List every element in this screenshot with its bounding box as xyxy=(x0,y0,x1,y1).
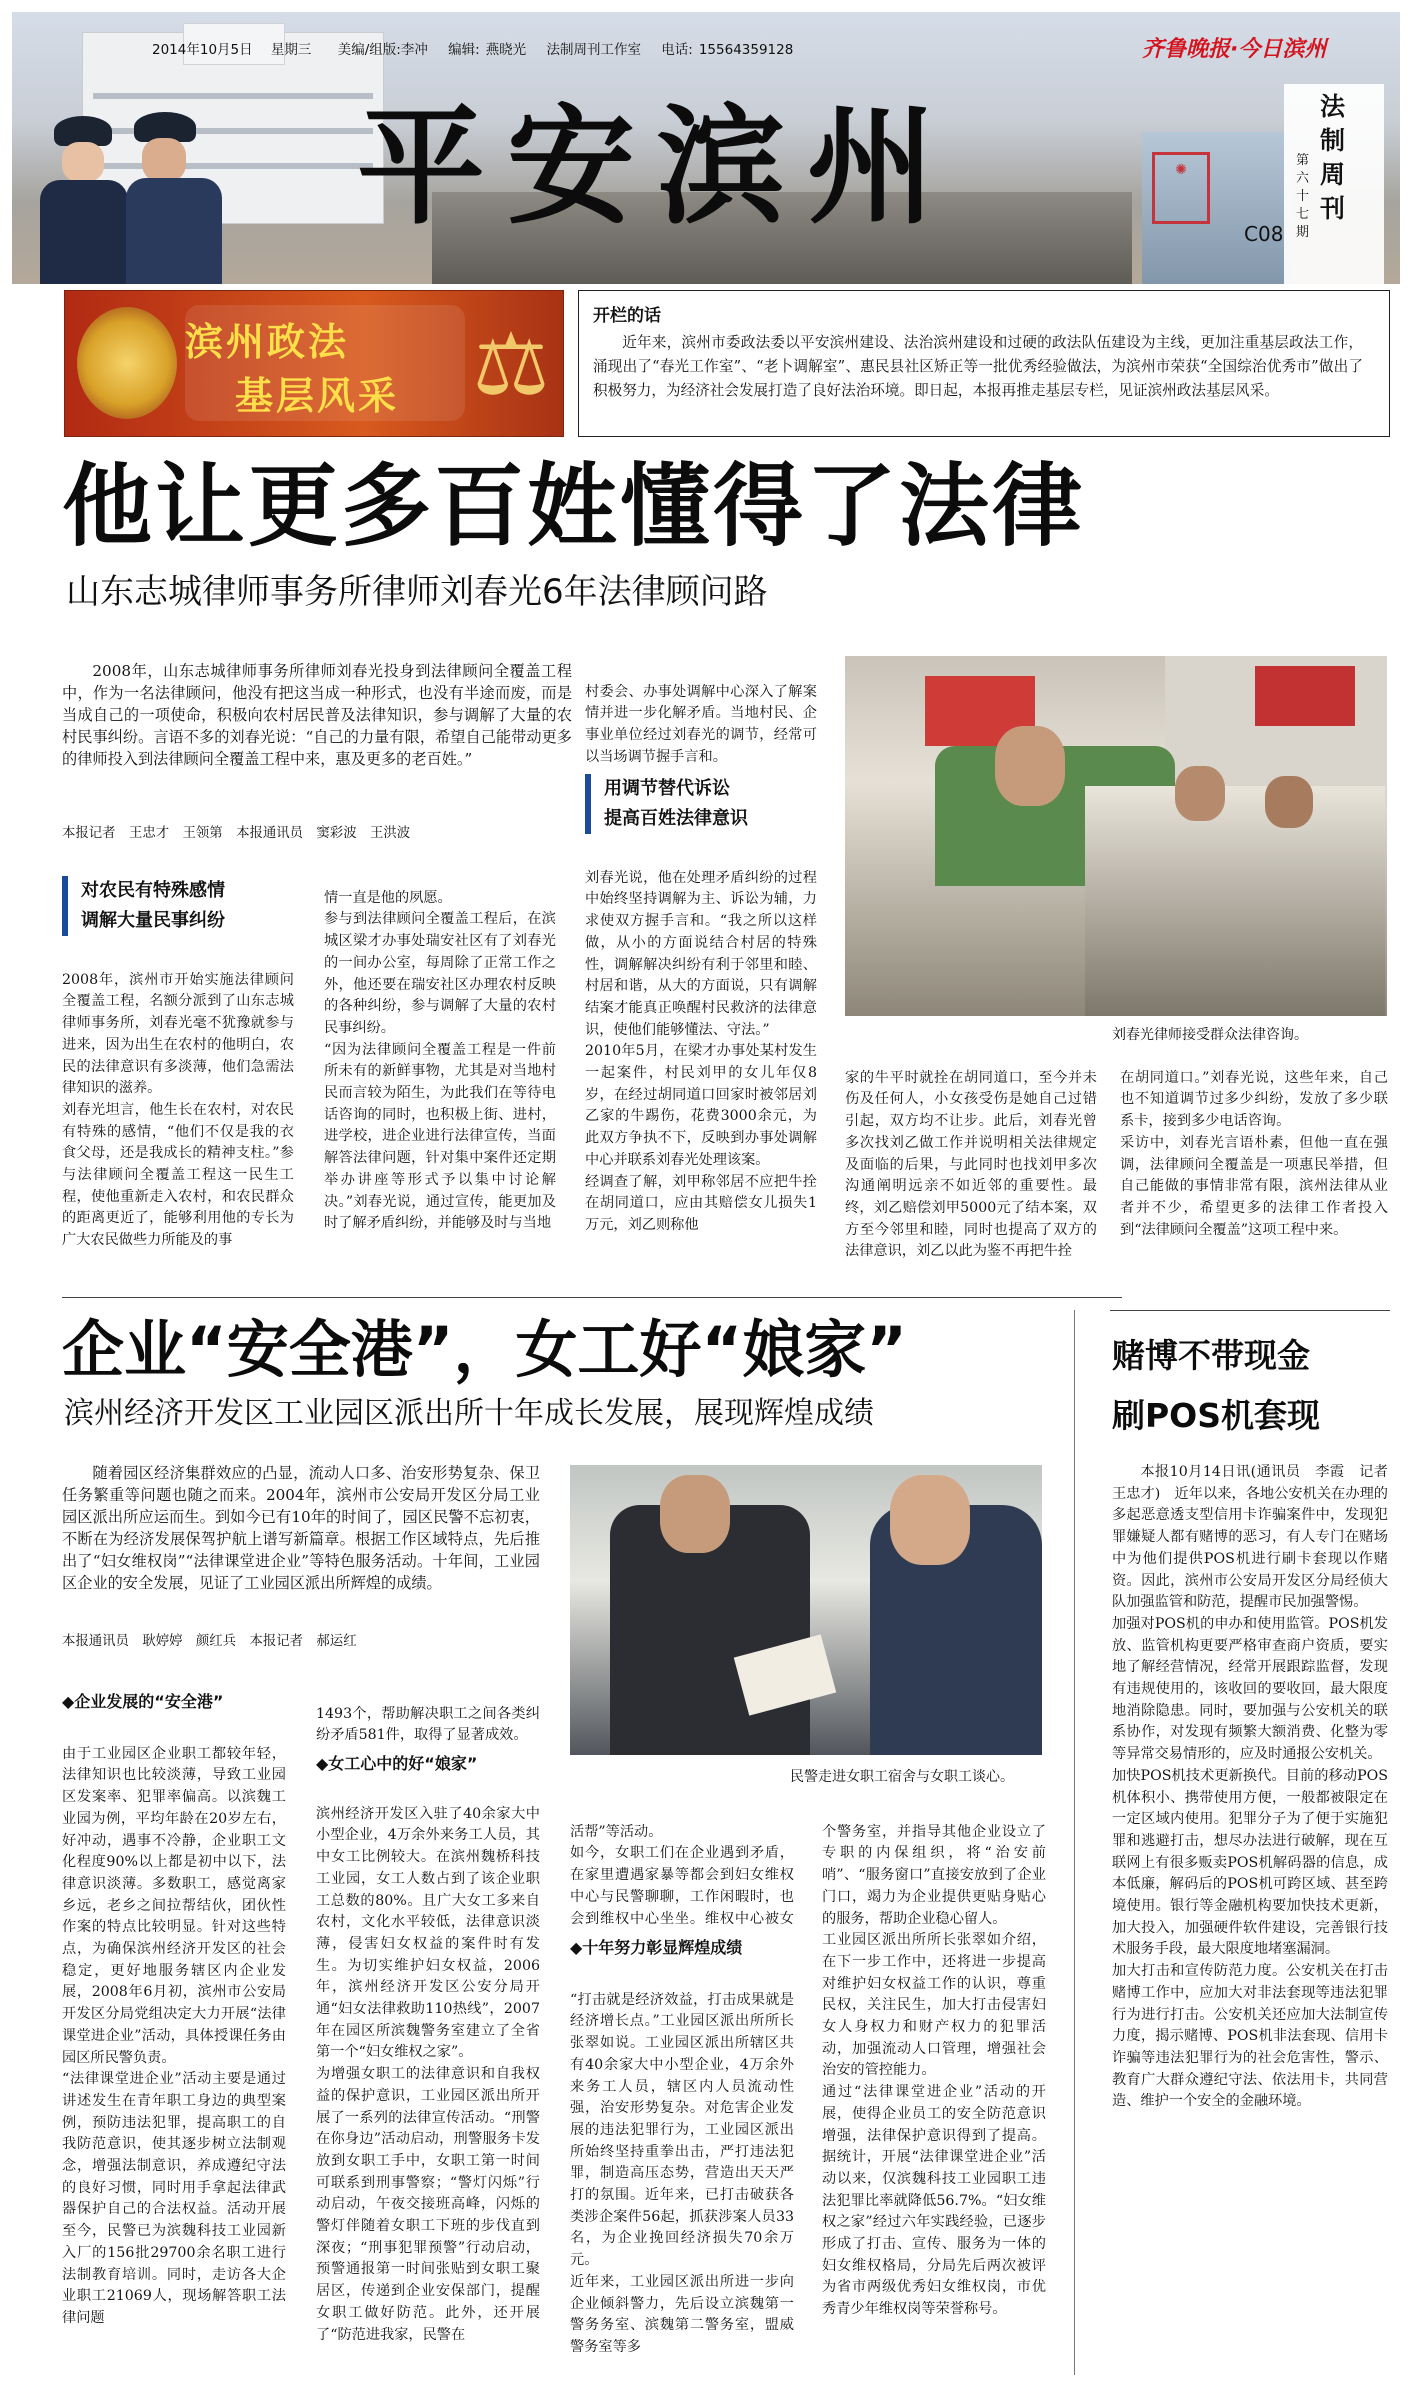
intro-title: 开栏的话 xyxy=(593,306,661,326)
issue-weekday: 星期三 xyxy=(270,42,312,58)
article1-col4-text: 家的牛平时就拴在胡同道口，至今并未伤及任何人，小女孩受伤是她自己过错引起，双方均不让步。此后，刘春光曾多次找刘乙做工作并说明相关法律规定及面临的后果，与此同时也找刘甲多次沟通阐明远亲不如近邻的重要性。最终，刘乙赔偿刘甲5000元了结本案，双方至今邻里和睦，同时也提高了双方的法律意识，刘乙以此为鉴不再把牛拴 xyxy=(845,1069,1097,1260)
article2-col2a xyxy=(316,1682,540,1748)
article1-headline: 他让更多百姓懂得了法律 xyxy=(62,454,1085,559)
article2-col3a-text: 活帮”等活动。 如今，女职工们在企业遇到矛盾，在家里遭遇家暴等都会到妇女维权中心与民警聊聊，工作闲暇时，也会到维权中心坐坐。维权中心被女 xyxy=(570,1823,794,1927)
article1-col2-text: 情一直是他的夙愿。 参与到法律顾问全覆盖工程后，在滨城区梁才办事处瑞安社区有了刘春光的一间办公室，每周除了正常工作之外，他还要在瑞安社区办理农村反映的各种纠纷，参与调解了大量的农村民事纠纷。 “因为法律顾问全覆盖工程是一件前所未有的新鲜事物，尤其是对当地村民而言较为陌生，为此我们在等待电话咨询的同时，也积极上街、进村，进学校，进企业进行法律宣传，当面解答法律问题，针对集中案件还定期举办讲座等形式予以集中讨论解决。”刘春光说，通过宣传，能更加及时了解矛盾纠纷，并能够及时与当地 xyxy=(324,889,556,1232)
article2-col2b-text: 滨州经济开发区入驻了40余家大中小型企业，4万余外来务工人员，其中女工比例较大。在滨州魏桥科技工业园，女工人数占到了该企业职工总数的80%。且广大女工多来自农村，文化水平较低，法律意识淡薄，侵害妇女权益的案件时有发生。为切实维护妇女权益，2006年，滨州经济开发区公安分局开通“妇女法律救助110热线”，2007年在园区所滨魏警务室建立了全省第一个“妇女维权之家”。 为增强女职工的法律意识和自我权益的保护意识，工业园区派出所开展了一系列的法律宣传活动。“刑警在你身边”活动启动，刑警服务卡发放到女职工手中，女职工第一时间可联系到刑事警察；“警灯闪烁”行动启动，午夜交接班高峰，闪烁的警灯伴随着女职工下班的步伐直到深夜；“刑事犯罪预警”行动启动，预警通报第一时间张贴到女职工聚居区，传递到企业安保部门，提醒女职工做好防范。此外，还开展了“防范进我家，民警在 xyxy=(316,1805,540,2343)
studio-name: 法制周刊工作室 xyxy=(546,42,641,58)
article2-col3a xyxy=(570,1800,794,1930)
police-women-workers-photo xyxy=(570,1465,1042,1755)
editor-name: 燕晓光 xyxy=(485,42,527,58)
phone-label: 电话: xyxy=(661,42,693,58)
lawyer-consultation-photo xyxy=(845,656,1387,1016)
article1-subheadline: 山东志城律师事务所律师刘春光6年法律顾问路 xyxy=(66,572,768,612)
article1-subhead-1-line1: 对农民有特殊感情 xyxy=(81,880,225,901)
article3-headline-line1: 赌博不带现金 xyxy=(1112,1336,1310,1375)
issue-date: 2014年10月5日 xyxy=(152,42,253,58)
article1-subhead-2-line1: 用调节替代诉讼 xyxy=(604,778,730,799)
section-title: 法制周刊 xyxy=(1320,92,1346,223)
page-number: C08 xyxy=(1244,222,1284,246)
article2-col2b xyxy=(316,1782,540,2374)
article1-col3b-text: 刘春光说，他在处理矛盾纠纷的过程中始终坚持调解为主、诉讼为辅，力求使双方握手言和。“我之所以这样做，从小的方面说结合村居的特殊性，调解解决纠纷有利于邻里和睦、村居和谐，从大的方面说，只有调解结案才能真正唤醒村民救济的法律意识，使他们能够懂法、守法。” 2010年5月，在梁才办事处某村发生一起案件，村民刘甲的女儿年仅8岁，在经过胡同道口回家时被邻居刘乙家的牛踢伤，花费3000余元，为此双方争执不下，反映到办事处调解中心并联系刘春光处理该案。 经调查了解，刘甲称邻居不应把牛拴在胡同道口，应由其赔偿女儿损失1万元，刘乙则称他 xyxy=(585,869,817,1233)
article3-body: 本报10月14日讯(通讯员 李霞 记者 王忠才) 近年以来，各地公安机关在办理的多起恶意透支型信用卡诈骗案件中，发现犯罪嫌疑人都有赌博的恶习，有人专门在赌场中为他们提供POS机进行刷卡套现以作赌资。因此，滨州市公安局开发区分局经侦大队加强监管和防范，提醒市民加强警惕。 加强对POS机的申办和使用监管。POS机发放、监管机构更要严格审查商户资质，要实地了解经营情况，经常开展跟踪监督，发现有违规使用的，该收回的要收回，最大限度地消除隐患。同时，要加强与公安机关的联系协作，对发现有频繁大额消费、化整为零等异常交易情形的，应及时通报公安机关。 加快POS机技术更新换代。目前的移动POS机体积小、携带使用方便，一般都被限定在一定区域内使用。犯罪分子为了便于实施犯罪和逃避打击，想尽办法进行破解，现在互联网上有很多贩卖POS机解码器的信息，成本低廉，解码后的POS机可跨区域、甚至跨境使用。银行等金融机构要加快技术更新，加大投入，加强硬件软件建设，完善银行技术服务手段，最大限度地堵塞漏洞。 加大打击和宣传防范力度。公安机关在打击赌博工作中，应加大对非法套现等违法犯罪行为进行打击。公安机关还应加大法制宣传力度，揭示赌博、POS机非法套现、信用卡诈骗等违法犯罪行为的社会危害性，警示、教育广大群众遵纪守法、依法用卡，共同营造、维护一个安全的金融环境。 xyxy=(1112,1464,1388,2110)
intro-box xyxy=(578,290,1390,437)
article1-col5-text: 在胡同道口。”刘春光说，这些年来，自己也不知道调节过多少纠纷，发放了多少联系卡，接到多少电话咨询。 采访中，刘春光言语朴素，但他一直在强调，法律顾问全覆盖是一项惠民举措，但自己能做的事情非常有限，滨州法律从业者并不少，希望更多的法律工作者投入到“法律顾问全覆盖”这项工程中来。 xyxy=(1120,1069,1388,1238)
article2-col3b-text: “打击就是经济效益，打击成果就是经济增长点。”工业园区派出所所长张翠如说。工业园区派出所辖区共有40余家大中小型企业，4万余外来务工人员，辖区内人员流动性强，治安形势复杂。对危害企业发展的违法犯罪行为，工业园区派出所始终坚持重拳出击，严打违法犯罪，制造高压态势，营造出天天严打的氛围。近年来，已打击破获各类涉企案件56起，抓获涉案人员33名，为企业挽回经济损失70余万元。 近年来，工业园区派出所进一步向企业倾斜警力，先后设立滨魏第一警务务室、滨魏第二警务室，盟威警务室等多 xyxy=(570,1991,794,2355)
editor-label: 编辑: xyxy=(448,42,480,58)
article2-col1 xyxy=(62,1722,286,2374)
photo2-caption: 民警走进女职工宿舍与女职工谈心。 xyxy=(790,1769,1014,1785)
article1-subhead-1-line2: 调解大量民事纠纷 xyxy=(81,910,225,931)
article1-byline: 本报记者 王忠才 王领第 本报通讯员 窦彩波 王洪波 xyxy=(62,826,411,841)
article2-col4 xyxy=(822,1800,1046,2374)
article1-col3a xyxy=(585,660,817,770)
issue-number: 第六十七期 xyxy=(1296,153,1310,240)
article2-headline: 企业“安全港”，女工好“娘家” xyxy=(62,1313,907,1386)
article2-lead: 随着园区经济集群效应的凸显，流动人口多、治安形势复杂、保卫任务繁重等问题也随之而来。2004年，滨州市公安局开发区分局工业园区派出所应运而生。到如今已有10年的时间了，园区民警不忘初衷，不断在为经济发展保驾护航上谱写新篇章。根据工作区域特点，先后推出了“妇女维权岗”“法律课堂进企业”等特色服务活动。十年间，工业园区企业的安全发展，见证了工业园区派出所辉煌的成绩。 xyxy=(62,1464,540,1592)
article1-subhead-2-line2: 提高百姓法律意识 xyxy=(604,808,748,829)
article2-col1-text: 由于工业园区企业职工都较年轻，法律知识也比较淡薄，导致工业园区发案率、犯罪率偏高。以滨魏工业园为例，平均年龄在20岁左右，好冲动，遇事不冷静，企业职工文化程度90%以上都是初中以下，法律意识淡薄。多数职工，感觉离家乡远，老乡之间拉帮结伙，团伙性作案的特点比较明显。针对这些特点，为确保滨州经济开发区的社会稳定，更好地服务辖区内企业发展，2008年6月初，滨州市公安局开发区分局党组决定大力开展“法律课堂进企业”活动，具体授课任务由园区所民警负责。 “法律课堂进企业”活动主要是通过讲述发生在青年职工身边的典型案例，预防违法犯罪，提高职工的自我防范意识，使其逐步树立法制观念，增强法制意识，养成遵纪守法的良好习惯，同时用手拿起法律武器保护自己的合法权益。活动开展至今，民警已为滨魏科技工业园新入厂的156批29700余名职工进行法制教育培训。同时，走访各大企业职工21069人，现场解答职工法律问题 xyxy=(62,1745,286,2326)
intro-body: 近年来，滨州市委政法委以平安滨州建设、法治滨州建设和过硬的政法队伍建设为主线，更加注重基层政法工作，涌现出了“春光工作室”、“老卜调解室”、惠民县社区矫正等一批优秀经验做法，为滨州市荣获“全国综治优秀市”做出了积极努力，为经济社会发展打造了良好法治环境。即日起，本报再推走基层专栏，见证滨州政法基层风采。 xyxy=(593,334,1363,399)
section-divider xyxy=(62,1297,1122,1298)
column-banner xyxy=(64,290,564,437)
designer-name: 李冲 xyxy=(400,42,428,58)
article2-subhead-1: ◆企业发展的“安全港” xyxy=(62,1692,224,1711)
article1-lead: 2008年，山东志城律师事务所律师刘春光投身到法律顾问全覆盖工程中，作为一名法律顾问，他没有把这当成一种形式，也没有半途而废，而是当成自己的一项使命，积极向农村居民普及法律知识，参与调解了大量的农村民事纠纷。言语不多的刘春光说：“自己的力量有限，希望自己能带动更多的律师投入到法律顾问全覆盖工程中来，惠及更多的老百姓。” xyxy=(62,662,572,768)
seal-stamp: ✺ xyxy=(1152,152,1210,224)
banner-line-1: 滨州政法 xyxy=(185,320,350,364)
article1-col3a-text: 村委会、办事处调解中心深入了解案情并进一步化解矛盾。当地村民、企事业单位经过刘春光的调节，经常可以当场调节握手言和。 xyxy=(585,683,817,765)
article3-headline-line2: 刷POS机套现 xyxy=(1112,1396,1321,1435)
side-divider xyxy=(1110,1310,1390,1311)
article2-subhead-3: ◆十年努力彰显辉煌成绩 xyxy=(570,1938,743,1957)
article2-col4-text: 个警务室，并指导其他企业设立了专职的内保组织，将“治安前哨”、“服务窗口”直接安放到了企业门口，竭力为企业提供更贴身贴心的服务，帮助企业稳心留人。 工业园区派出所所长张翠如介绍，在下一步工作中，还将进一步提高对维护妇女权益工作的认识，尊重民权，关注民生，加大打击侵害妇女人身权力和财产权力的犯罪活动，加强流动人口管理，增强社会治安的管控能力。 通过“法律课堂进企业”活动的开展，使得企业员工的安全防范意识增强，法律保护意识得到了提高。据统计，开展“法律课堂进企业”活动以来，仅滨魏科技工业园职工违法犯罪比率就降低56.7%。“妇女维权之家”经过六年实践经验，已逐步形成了打击、宣传、服务为一体的妇女维权格局，分局先后两次被评为省市两级优秀妇女维权岗，市优秀青少年维权岗等荣誉称号。 xyxy=(822,1823,1046,2318)
article2-col3b xyxy=(570,1968,794,2374)
scales-of-justice-icon: ⚖ xyxy=(472,315,550,415)
article1-subhead-1 xyxy=(62,876,301,936)
article1-col1-text: 2008年，滨州市开始实施法律顾问全覆盖工程，名额分派到了山东志城律师事务所，刘春光毫不犹豫就参与进来，因为出生在农村的他明白，农民的法律意识有多淡薄，他们急需法律知识的滋养。 刘春光坦言，他生长在农村，对农民有特殊的感情，“他们不仅是我的衣食父母，还是我成长的精神支柱。”参与法律顾问全覆盖工程这一民生工程，使他重新走入农村，和农民群众的距离更近了，能够利用他的专长为广大农民做些力所能及的事 xyxy=(62,971,294,1249)
police-emblem-icon xyxy=(77,307,177,419)
phone-number: 15564359128 xyxy=(698,42,794,58)
article1-subhead-2 xyxy=(585,774,824,834)
brand-logo: 齐鲁晚报·今日滨州 xyxy=(1142,37,1327,62)
page-title: 平安滨州 xyxy=(357,92,958,242)
designer-label: 美编/组版: xyxy=(337,42,401,58)
article2-byline: 本报通讯员 耿婷婷 颜红兵 本报记者 郝运红 xyxy=(62,1634,357,1649)
masthead xyxy=(12,12,1400,284)
banner-line-2: 基层风采 xyxy=(235,374,400,418)
police-officers-image xyxy=(32,112,222,284)
article2-col2a-text: 1493个，帮助解决职工之间各类纠纷矛盾581件，取得了显著成效。 xyxy=(316,1705,540,1744)
photo1-caption: 刘春光律师接受群众法律咨询。 xyxy=(1112,1027,1308,1043)
masthead-info-line xyxy=(152,38,793,58)
article2-subheadline: 滨州经济开发区工业园区派出所十年成长发展，展现辉煌成绩 xyxy=(64,1396,874,1431)
article2-subhead-2: ◆女工心中的好“娘家” xyxy=(316,1754,478,1773)
